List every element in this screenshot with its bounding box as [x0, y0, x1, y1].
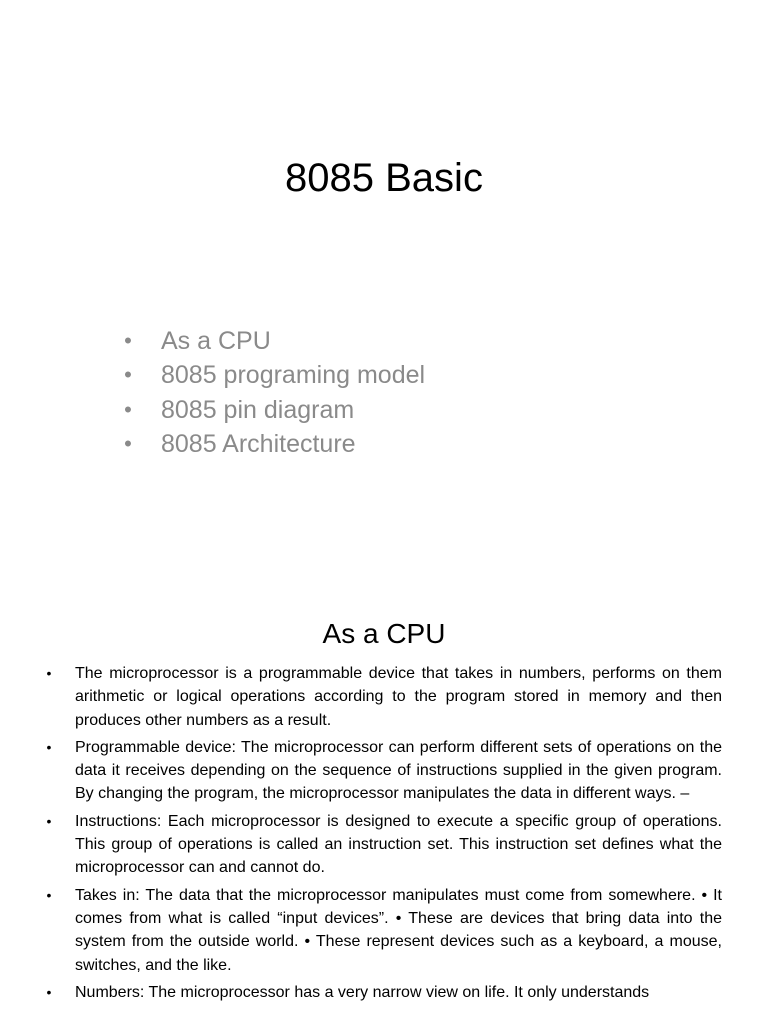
list-item [120, 358, 425, 392]
list-item [44, 884, 722, 977]
list-item [120, 393, 425, 427]
list-item [44, 736, 722, 806]
bullet-icon: • [46, 738, 52, 755]
bullet-icon: • [46, 812, 52, 829]
list-item [44, 810, 722, 880]
list-item [120, 427, 425, 461]
list-item-text: Numbers: The microprocessor has a very narrow view on life. It only understands [75, 983, 650, 1001]
slide-1-bullet-list [120, 324, 425, 461]
list-item [44, 662, 722, 732]
bullet-icon: • [124, 396, 132, 422]
list-item-text: The microprocessor is a programmable device that takes in numbers, performs on them arithmetic or logical operations according to the program stored in memory and then produces other numbers as a result. [75, 665, 722, 729]
slide-as-a-cpu [0, 576, 768, 1024]
list-item [120, 324, 425, 358]
list-item-text: 8085 programing model [161, 361, 426, 390]
bullet-icon: • [124, 328, 132, 353]
bullet-icon: • [46, 983, 52, 1000]
bullet-icon: • [124, 362, 132, 388]
list-item-text: 8085 pin diagram [161, 395, 355, 424]
list-item-text: As a CPU [161, 327, 271, 355]
list-item-text: Takes in: The data that the microprocessor manipulates must come from somewhere. • It comes from what is called “input devices”. • These are devices that bring data into the system from the outside world. • These represent devices such as a keyboard, a mouse, switches, and the like. [75, 886, 722, 974]
slide-1-title: 8085 Basic [285, 156, 483, 200]
bullet-icon: • [124, 430, 132, 456]
list-item [44, 981, 722, 1004]
list-item-text: Instructions: Each microprocessor is designed to execute a specific group of operations. This group of operations is called an instruction set. This instruction set defines what the microprocessor can and cannot do. [75, 812, 722, 877]
list-item-text: Programmable device: The microprocessor can perform different sets of operations on the data it receives depending on the sequence of instructions supplied in the given program. By changing the program, the microprocessor manipulates the data in different ways. – [75, 738, 722, 803]
bullet-icon: • [46, 886, 52, 903]
slide-2-bullet-list [44, 662, 722, 1008]
slide-2-title: As a CPU [322, 618, 446, 649]
list-item-text: 8085 Architecture [161, 429, 356, 458]
bullet-icon: • [46, 665, 52, 681]
